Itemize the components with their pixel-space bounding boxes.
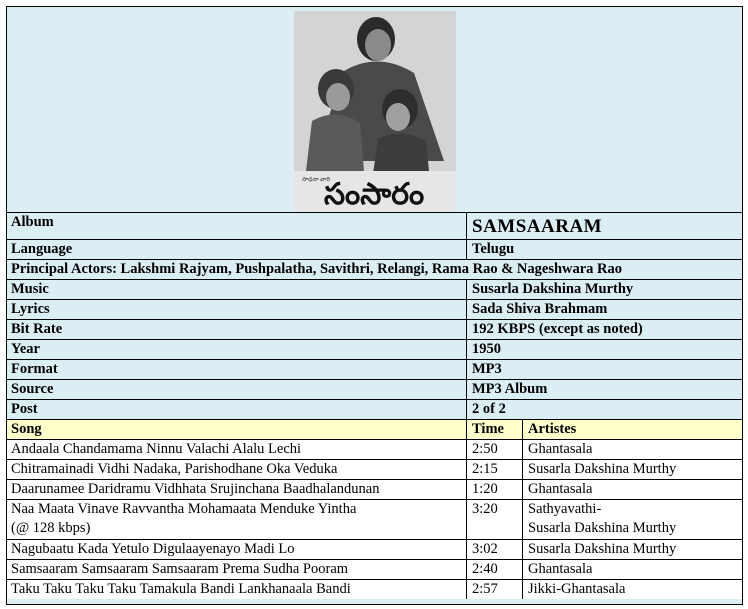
info-row — [7, 320, 742, 340]
song-artistes-text: Susarla Dakshina Murthy — [528, 461, 677, 477]
song-row — [7, 560, 742, 580]
info-value: 2 of 2 — [472, 401, 506, 417]
info-label: Language — [7, 240, 467, 259]
song-title — [7, 460, 467, 479]
song-title — [7, 580, 467, 599]
song-artistes — [524, 440, 742, 459]
poster-caption: సాధనా వారి — [302, 177, 331, 183]
song-time: 2:40 — [468, 560, 523, 579]
song-time: 2:50 — [468, 440, 523, 459]
info-row — [7, 400, 742, 420]
song-row — [7, 540, 742, 560]
poster-header-cell — [7, 7, 742, 213]
song-artistes-text: Sathyavathi- — [528, 501, 602, 517]
song-title — [7, 480, 467, 499]
album-info-table — [6, 6, 743, 605]
info-label: Source — [7, 380, 467, 399]
song-title-text: Naa Maata Vinave Ravvantha Mohamaata Menduke Yintha — [11, 501, 357, 517]
info-label: Year — [7, 340, 467, 359]
song-row — [7, 580, 742, 599]
album-poster-image — [294, 11, 456, 211]
info-value: 1950 — [472, 341, 501, 357]
info-row — [7, 213, 742, 240]
info-value: Susarla Dakshina Murthy — [472, 281, 634, 297]
song-title — [7, 540, 467, 559]
info-label: Music — [7, 280, 467, 299]
artistes-column-header: Artistes — [528, 421, 577, 437]
song-row — [7, 500, 742, 540]
song-time: 3:20 — [468, 500, 523, 539]
song-row — [7, 480, 742, 500]
song-row — [7, 460, 742, 480]
poster-title: సంసారం — [324, 177, 425, 211]
info-row — [7, 360, 742, 380]
song-artistes-text: Jikki-Ghantasala — [528, 581, 626, 597]
time-column-header: Time — [468, 420, 523, 439]
song-time: 1:20 — [468, 480, 523, 499]
info-row — [7, 380, 742, 400]
info-value: 192 KBPS (except as noted) — [472, 321, 643, 337]
info-label: Post — [7, 400, 467, 419]
song-time: 3:02 — [468, 540, 523, 559]
song-title-text: Nagubaatu Kada Yetulo Digulaayenayo Madi Lo — [11, 541, 295, 557]
song-title-text: Samsaaram Samsaaram Samsaaram Prema Sudha Pooram — [11, 561, 349, 577]
info-label: Bit Rate — [7, 320, 467, 339]
song-artistes-text: Ghantasala — [528, 441, 593, 457]
info-row — [7, 300, 742, 320]
song-artistes-text: Susarla Dakshina Murthy — [528, 541, 677, 557]
song-artistes-text: Ghantasala — [528, 561, 593, 577]
song-time: 2:57 — [468, 580, 523, 599]
song-artistes-text: Ghantasala — [528, 481, 593, 497]
info-label: Lyrics — [7, 300, 467, 319]
song-row — [7, 440, 742, 460]
song-title-text: Chitramainadi Vidhi Nadaka, Parishodhane Oka Veduka — [11, 461, 338, 477]
info-label: Format — [7, 360, 467, 379]
song-time: 2:15 — [468, 460, 523, 479]
info-row — [7, 280, 742, 300]
song-artistes — [524, 500, 742, 539]
song-title — [7, 560, 467, 579]
info-row — [7, 260, 742, 280]
info-row — [7, 240, 742, 260]
info-value: Telugu — [472, 241, 515, 257]
song-title-text: Daarunamee Daridramu Vidhhata Srujinchana Baadhalandunan — [11, 481, 380, 497]
song-title-text: Andaala Chandamama Ninnu Valachi Alalu Lechi — [11, 441, 302, 457]
song-column-header: Song — [7, 420, 467, 439]
song-artistes — [524, 540, 742, 559]
song-title — [7, 500, 467, 539]
info-value: MP3 Album — [472, 381, 548, 397]
song-artistes — [524, 580, 742, 599]
info-value: Sada Shiva Brahmam — [472, 301, 608, 317]
song-bitrate-note: (@ 128 kbps) — [11, 520, 91, 536]
info-label: Album — [7, 213, 467, 239]
album-title: SAMSAARAM — [472, 216, 603, 237]
principal-actors-cell: Principal Actors: Lakshmi Rajyam, Pushpalatha, Savithri, Relangi, Rama Rao & Nageshwara Rao — [11, 261, 623, 277]
song-title-text: Taku Taku Taku Taku Tamakula Bandi Lankhanaala Bandi — [11, 581, 351, 597]
song-artistes-text: Susarla Dakshina Murthy — [528, 520, 677, 536]
song-artistes — [524, 560, 742, 579]
song-title — [7, 440, 467, 459]
info-row — [7, 340, 742, 360]
song-artistes — [524, 480, 742, 499]
song-artistes — [524, 460, 742, 479]
songs-header-row — [7, 420, 742, 440]
info-value: MP3 — [472, 361, 502, 377]
